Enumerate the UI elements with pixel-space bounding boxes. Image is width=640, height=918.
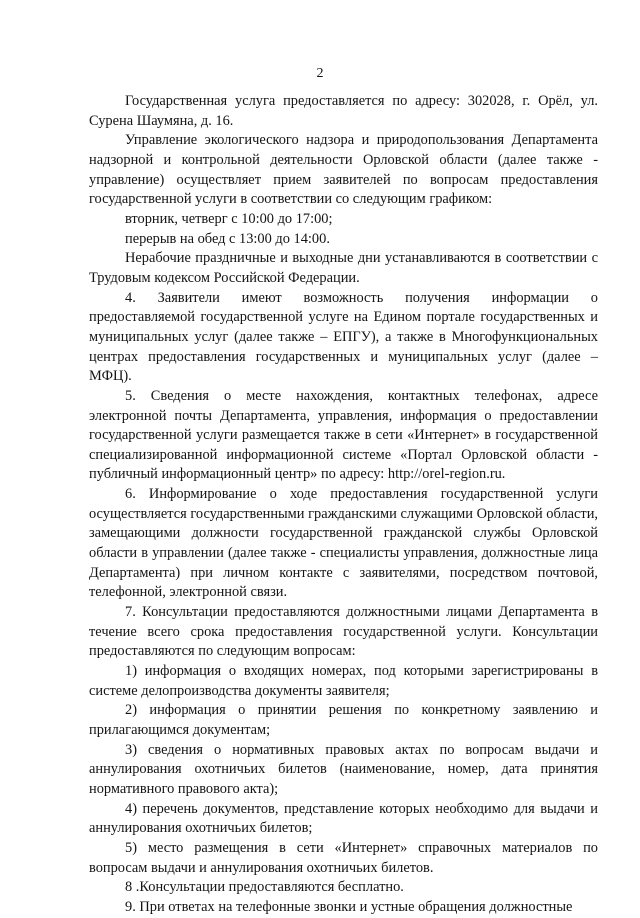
schedule-hours: вторник, четверг с 10:00 до 17:00; xyxy=(125,210,333,227)
list-item-1: 1) информация о входящих номерах, под которыми зарегистрированы в системе делопроизводства документы заявителя; xyxy=(89,663,598,699)
paragraph-8-free: 8 .Консультации предоставляются бесплатно. xyxy=(125,879,404,896)
list-item-4: 4) перечень документов, представление которых необходимо для выдачи и аннулирования охотничьих билетов; xyxy=(89,800,598,837)
list-item-2: 2) информация о принятии решения по конкретному заявлению и прилагающимся документам; xyxy=(89,702,598,738)
list-item-3: 3) сведения о нормативных правовых актах по вопросам выдачи и аннулирования охотничьих билетов (наименование, номер, дата принятия нормативного правового акта); xyxy=(89,741,598,797)
paragraph-9-calls: 9. При ответах на телефонные звонки и устные обращения должностные xyxy=(125,898,573,915)
paragraph-4-epgu: 4. Заявители имеют возможность получения информации о предоставляемой государственной услуге на Едином портале государственных и муниципальных услуг (далее также – ЕПГУ), а также в Многофункциональных центрах предоставления государственных и муниципальных услуг (далее – МФЦ). xyxy=(89,289,598,385)
document-body xyxy=(89,92,598,918)
paragraph-6-informing: 6. Информирование о ходе предоставления государственной услуги осуществляется государственными гражданскими служащими Орловской области, замещающими должности государственной гражданской службы Орловской области в управлении (далее также - специалисты управления, должностные лица Департамента) при личном контакте с заявителями, посредством почтовой, телефонной, электронной связи. xyxy=(89,486,598,601)
paragraph-7-consultations: 7. Консультации предоставляются должностными лицами Департамента в течение всего срока предоставления государственной услуги. Консультации предоставляются по следующим вопросам: xyxy=(89,604,598,660)
paragraph-5-contacts: 5. Сведения о месте нахождения, контактных телефонах, адресе электронной почты Департамента, управления, информация о предоставлении государственной услуги размещается также в сети «Интернет» в государственной специализированной информационной системе «Портал Орловской области - публичный информационный центр» по адресу: http://orel-region.ru. xyxy=(89,387,598,483)
schedule-lunch-break: перерыв на обед с 13:00 до 14:00. xyxy=(125,230,330,247)
page-number: 2 xyxy=(316,66,324,81)
list-item-5: 5) место размещения в сети «Интернет» справочных материалов по вопросам выдачи и аннулирования охотничьих билетов. xyxy=(89,839,598,876)
paragraph-office-reception: Управление экологического надзора и природопользования Департамента надзорной и контрольной деятельности Орловской области (далее также - управление) осуществляет прием заявителей по вопросам предоставления государственной услуги в соответствии со следующим графиком: xyxy=(89,132,598,208)
paragraph-holidays: Нерабочие праздничные и выходные дни устанавливаются в соответствии с Трудовым кодексом Российской Федерации. xyxy=(89,250,598,286)
paragraph-address: Государственная услуга предоставляется по адресу: 302028, г. Орёл, ул. Сурена Шаумяна, д. 16. xyxy=(89,93,598,129)
